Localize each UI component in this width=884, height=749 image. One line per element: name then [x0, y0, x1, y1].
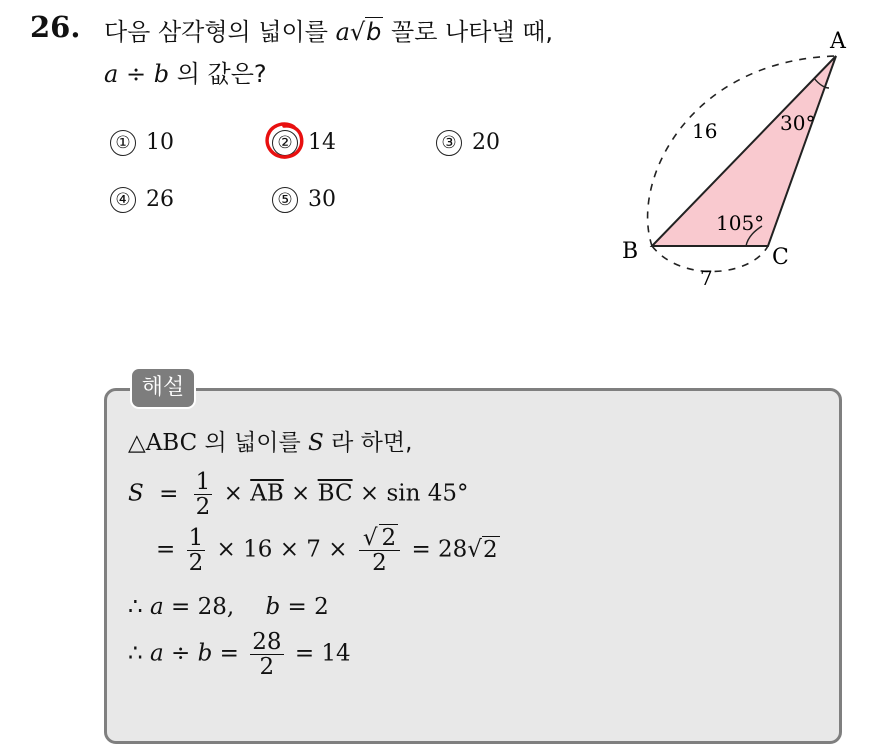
fraction-sqrt2-over-2: [359, 526, 400, 575]
solution-line-3: [156, 526, 500, 575]
var-s: S: [128, 480, 144, 507]
var-b: b: [197, 640, 213, 667]
equals: =: [156, 536, 176, 563]
var-b: b: [265, 594, 281, 620]
final-result: = 14: [294, 640, 351, 667]
solution-line-4: [128, 594, 329, 620]
numerator: 28: [252, 629, 282, 655]
segment-ab: $\overline{AB}$: [250, 480, 284, 507]
angle-c-label: 105°: [716, 211, 765, 235]
denominator: 2: [372, 550, 387, 577]
choice-value: 26: [146, 187, 174, 212]
choice-1[interactable]: [110, 130, 174, 156]
question-text-end: 꼴로 나타낼 때,: [391, 18, 554, 46]
denominator: 2: [259, 654, 275, 681]
solution-tag: 해설: [130, 367, 196, 409]
times: ×: [223, 480, 243, 507]
choice-marker: ②: [272, 130, 298, 156]
vertex-b-label: B: [622, 239, 639, 264]
fraction-half: [194, 470, 213, 519]
choice-5[interactable]: [272, 187, 336, 213]
solution-line-2: [128, 470, 469, 519]
question-line-1: [104, 12, 553, 47]
choice-4[interactable]: [110, 187, 174, 213]
choice-marker: ⑤: [272, 187, 298, 213]
triangle-name: △ABC: [128, 430, 198, 456]
equals: =: [159, 480, 179, 507]
solution-text: 의 넓이를: [204, 430, 301, 456]
var-s: S: [308, 430, 324, 456]
times: ×: [359, 480, 380, 507]
divide-symbol: ÷: [125, 60, 147, 88]
equals: =: [219, 640, 239, 667]
choice-value: 14: [308, 130, 336, 155]
denominator: 2: [195, 494, 211, 521]
choice-3[interactable]: [436, 130, 500, 156]
question-text-end: 의 값은?: [176, 60, 267, 88]
var-b: b: [153, 60, 170, 88]
angle-a-label: 30°: [780, 111, 816, 135]
result-text: = 28: [411, 536, 468, 563]
var-a: a: [149, 640, 164, 667]
question-text: 다음 삼각형의 넓이를: [104, 18, 328, 46]
radicand: 2: [482, 536, 498, 563]
question-number: 26.: [30, 10, 81, 44]
numerator: 1: [195, 469, 211, 495]
sine-term: sin 45°: [386, 480, 469, 507]
segment-bc: $\overline{BC}$: [317, 480, 353, 507]
solution-line-5: [128, 630, 351, 679]
fraction-half: [187, 526, 206, 575]
choice-value: 10: [146, 130, 174, 155]
b-value: = 2: [287, 594, 329, 620]
choice-marker: ④: [110, 187, 136, 213]
var-a: a: [335, 18, 350, 46]
var-b: b: [366, 18, 382, 46]
fraction-28-over-2: [250, 630, 283, 679]
sqrt-symbol: √: [349, 18, 366, 46]
a-value: = 28,: [170, 594, 235, 620]
divide-symbol: ÷: [170, 640, 191, 667]
choice-marker: ③: [436, 130, 462, 156]
triangle-figure: [600, 20, 860, 300]
solution-text-end: 라 하면,: [331, 430, 413, 456]
therefore-symbol: ∴: [128, 640, 143, 667]
side-ab-label: 16: [692, 119, 718, 143]
numerator: 1: [188, 525, 204, 551]
solution-line-1: [128, 424, 412, 457]
radicand: 2: [381, 525, 397, 551]
choice-value: 20: [472, 130, 500, 155]
therefore-symbol: ∴: [128, 594, 143, 620]
question-line-2: [104, 54, 267, 89]
var-a: a: [104, 60, 119, 88]
product-text: × 16 × 7 ×: [216, 536, 348, 563]
selection-ring-icon: [264, 121, 306, 161]
denominator: 2: [188, 550, 204, 577]
var-a: a: [149, 594, 164, 620]
times: ×: [291, 480, 311, 507]
sqrt-symbol: √: [467, 536, 482, 563]
vertex-a-label: A: [830, 29, 846, 54]
side-bc-label: 7: [700, 266, 713, 290]
sqrt-symbol: √: [362, 525, 378, 551]
vertex-c-label: C: [772, 245, 789, 270]
choice-value: 30: [308, 187, 336, 212]
choice-marker: ①: [110, 130, 136, 156]
